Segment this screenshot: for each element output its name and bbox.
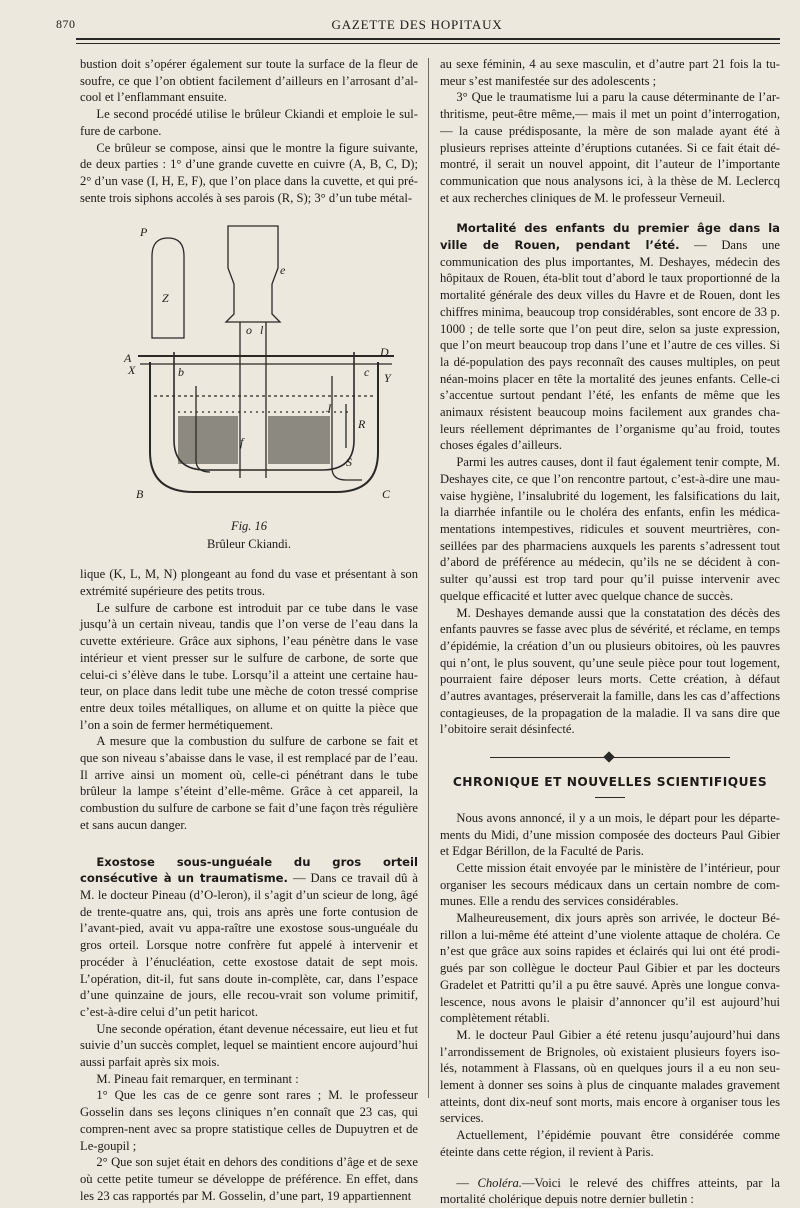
right-paragraph: M. Deshayes demande aussi que la constatation des décès des enfants pauvres se fasse avec plus de sévérité, et réclame, en temps d’épidémie, la création d’un ou plusieurs obitoires, où les pauvres qui n’ont, le plus souvent, qu’une seule pièce pour tout logement, pourraient faire déposer leurs morts. Cette création, à défaut d’autres avantages, préserverait la famille, dans les cas d’affections contagieuses, de la propagation de la maladie. Il va sans dire que l’obitoire serait désinfecté. — [440, 605, 780, 737]
page-header — [56, 14, 778, 36]
figure-number: Fig. 16 — [230, 519, 268, 534]
svg-text:b: b — [178, 365, 184, 380]
left-paragraph: Le second procédé utilise le brûleur Ckiandi et emploie le sul-fure de carbone. — [80, 107, 418, 138]
burner-chimney — [226, 226, 280, 322]
right-paragraph: Parmi les autres causes, dont il faut également tenir compte, M. Deshayes cite, ce que l’on rencontre partout, c’est-à-dire une mau-vaise hygiène, l’insalubrité du logement, les falsifications du lait, la diarrhée infantile ou le choléra des enfants, enfin les médica-mentations intempestives, ridicules et souvent meurtrières, con-seillées par des pharmaciens auxquels les parents s’adressent tout d’abord de préférence au médecin, qu’ils ne se décident à con-sulter qu’aussi est trop tard pour qu’il puisse intervenir avec quelque efficacité et lutter avec quelque chance de succès. — [440, 455, 780, 603]
svg-text:X: X — [128, 363, 136, 378]
mortalite-text: — Dans une communication des plus importantes, M. Deshayes, médecin des hôpitaux de Rouen, éta-blit tout d’abord le taux proportionné de la mortalité générale des deux villes du Havre et de Rouen, dont les chiffres minima, beaucoup trop considérables, sont encore de 33 p. 1000 ; de telle sorte que l’on peut dire, selon sa juste expression, que l’on meurt beaucoup trop dans l’une et l’autre de ces villes. Si la dé-population des pays reconnaît des causes multiples, on peut néan-moins placer en tête la mortalité des jeunes enfants. Celle-ci s’accentue surtout pendant l’été, les enfants de même que les animaux résistent beaucoup moins facilement aux grandes cha-leurs réellement déprimantes de l’organisme qu’au froid, toutes choses égales d’ailleurs. — [440, 238, 781, 453]
figure-caption: Brûleur Ckiandi. — [206, 537, 291, 552]
publication-title: GAZETTE DES HOPITAUX — [331, 17, 503, 32]
chronique-heading: CHRONIQUE ET NOUVELLES SCIENTIFIQUES — [452, 775, 768, 790]
left-paragraph: M. Pineau fait remarquer, en terminant : — [96, 1071, 299, 1086]
svg-text:A: A — [124, 351, 132, 366]
exostose-text: — Dans ce travail dû à M. le docteur Pineau (d’O-leron), il s’agit d’un scieur de long, âgé de trente-quatre ans, qui, trois ans après une forte contusion de l’avant-pied, avait vu appa-raître une exostose sous-unguéale du gros orteil. Lorsque notre confrère fut appelé à intervenir et procéder à l’énucléation, cette exostose datait de sept mois. L’opération, dit-il, fut sans doute in-complète, car, dans l’espace d’une quinzaine de jours, elle recou-vrait son volume primitif, c’est-à-dire celui d’un petit haricot. — [80, 871, 418, 1019]
svg-text:Z: Z — [162, 291, 169, 306]
section-separator — [440, 748, 780, 768]
label-p: P — [140, 225, 148, 240]
left-paragraph: 2° Que son sujet était en dehors des conditions d’âge et de sexe où cette petite tumeur se développe de préférence. En effet, dans les 23 cas rapportés par M. Gosselin, d’une part, 19 appartiennent — [80, 1155, 418, 1203]
left-paragraph: Une seconde opération, étant devenue nécessaire, eut lieu et fut suivie d’un succès complet, lequel se maintient encore aujourd’hui aussi parfait après six mois. — [80, 1021, 418, 1070]
left-column — [80, 56, 418, 1204]
cholera-label: Choléra. — [477, 1175, 522, 1190]
header-rule-thin — [76, 43, 780, 44]
svg-text:J: J — [326, 401, 332, 416]
right-paragraph: Cette mission était envoyée par le ministère de l’intérieur, pour organiser les secours médicaux dans un certain nombre de com-munes. Elle a rendu des services considérables. — [440, 860, 780, 909]
mortalite-article — [440, 220, 780, 454]
left-paragraph: Ce brûleur se compose, ainsi que le montre la figure suivante, de deux parties : 1° d’une grande cuvette en cuivre (A, B, C, D); 2° d’un vase (I, H, E, F), que l’on place dans la cuvette, et qui pré-sente trois siphons accolés à ses parois (R, S); 3° d’un tube métal- — [80, 140, 418, 205]
right-paragraph: au sexe féminin, 4 au sexe masculin, et d’autre part 21 fois la tu-meur s’est manifestée sur des adolescents ; — [440, 57, 780, 88]
header-rule-thick — [76, 38, 780, 40]
left-paragraph: Le sulfure de carbone est introduit par ce tube dans le vase jusqu’à un certain niveau, tandis que l’on verse de l’eau dans la cuvette extérieure. Grâce aux siphons, l’eau pénètre dans le vase intérieur et vient presser sur le sulfure de carbone, de sorte que celui-ci s’élève dans le tube. Lorsqu’il a atteint une certaine hau-teur, on place dans ledit tube une mèche de coton tressé comprise entre deux toiles métalliques, on allume et on quitte la pièce que l’on a soin de fermer hermétiquement. — [80, 600, 418, 732]
svg-text:Y: Y — [384, 371, 391, 386]
burner-figure — [80, 216, 418, 562]
right-paragraph: Nous avons annoncé, il y a un mois, le départ pour les départe-ments du Midi, d’une mission composée des docteurs Paul Gibier et Edgar Bérillon, de la Faculté de Paris. — [440, 810, 780, 859]
svg-text:c: c — [364, 365, 370, 380]
exostose-article — [80, 854, 418, 1021]
exostose-heading: Exostose sous-unguéale du gros orteil consécutive à un traumatisme. — [80, 854, 418, 886]
burner-diagram — [110, 216, 400, 512]
svg-text:R: R — [358, 417, 366, 432]
bell-cover — [152, 238, 184, 338]
svg-text:B: B — [136, 487, 144, 502]
svg-text:o: o — [246, 323, 252, 338]
mortalite-heading: Mortalité des enfants du premier âge dans la ville de Rouen, pendant l’été. — [440, 221, 780, 253]
svg-text:S: S — [346, 455, 352, 470]
heading-underline — [595, 797, 625, 798]
cholera-text: —Voici le relevé des chiffres atteints, par la mortalité cholérique depuis notre dernier bulletin : — [440, 1175, 780, 1207]
left-paragraph: lique (K, L, M, N) plongeant au fond du vase et présentant à son extrémité supérieure des petits trous. — [80, 567, 418, 599]
cholera-dash: — — [456, 1175, 478, 1190]
svg-text:e: e — [280, 263, 286, 278]
right-paragraph: 3° Que le traumatisme lui a paru la cause déterminante de l’ar-thritisme, peut-être même,— mais il met un point d’interrogation, — la cause prédisposante, la mère de son malade ayant été à plusieurs reprises atteinte d’éruptions cutanées. Si ce fait était dé-montré, il serait un nouvel appoint, dit l’auteur de l’importante communication que nous analysons ici, à la thèse de M. Leclercq et aux recherches cliniques de M. le professeur Verneuil. — [440, 90, 780, 205]
svg-text:C: C — [382, 487, 391, 502]
right-paragraph: Malheureusement, dix jours après son arrivée, le docteur Bé-rillon a lui-même été atteint d’une violente attaque de choléra. Ce n’est que grâce aux soins rapides et éclairés qui lui ont été prodi-gués par son collègue le docteur Paul Gibier et par les docteurs Gradelet et Patritti qu’il a pu être sauvé. Après une longue conva-lescence, nous avons le plaisir d’annoncer qu’il est aujourd’hui complètement rétabli. — [440, 911, 780, 1026]
column-divider — [428, 58, 429, 1098]
left-paragraph: A mesure que la combustion du sulfure de carbone se fait et que son niveau s’abaisse dans le vase, il est remplacé par de l’eau. Il arrive ainsi un moment où, celle-ci pénétrant dans le tube brûleur la lampe s’éteint d’elle-même. Grâce à cet appareil, la combustion du sulfure de carbone se fait d’une façon très régulière et sans aucun danger. — [80, 734, 418, 832]
left-paragraph: bustion doit s’opérer également sur toute la surface de la fleur de soufre, ce que l’on obtient facilement d’ailleurs en l’arrosant d’al-cool et l’enflammant ensuite. — [80, 57, 418, 105]
page-number: 870 — [56, 17, 76, 31]
svg-text:l: l — [260, 323, 264, 338]
cholera-note — [440, 1175, 780, 1208]
svg-text:D: D — [380, 345, 389, 360]
left-paragraph: 1° Que les cas de ce genre sont rares ; M. le professeur Gosselin dans ses leçons cliniques n’en connaît que 23 cas, qui compren-nent avec sa propre statistique celles de Dupuytren et de Le-goupil ; — [80, 1088, 418, 1153]
right-paragraph: M. le docteur Paul Gibier a été retenu jusqu’aujourd’hui dans l’arrondissement de Brignoles, où existaient plusieurs foyers iso-lés, notamment à Flassans, où en quelques jours il a eu non seu-lement à donner ses soins à plus de cinquante malades gravement atteints, dont dix-neuf sont morts, mais encore à organiser tous les services. — [440, 1027, 780, 1126]
right-paragraph: Actuellement, l’épidémie pouvant être considérée comme éteinte dans cette région, il revient à Paris. — [440, 1128, 780, 1159]
right-column — [440, 56, 780, 1208]
svg-text:f: f — [240, 435, 244, 450]
